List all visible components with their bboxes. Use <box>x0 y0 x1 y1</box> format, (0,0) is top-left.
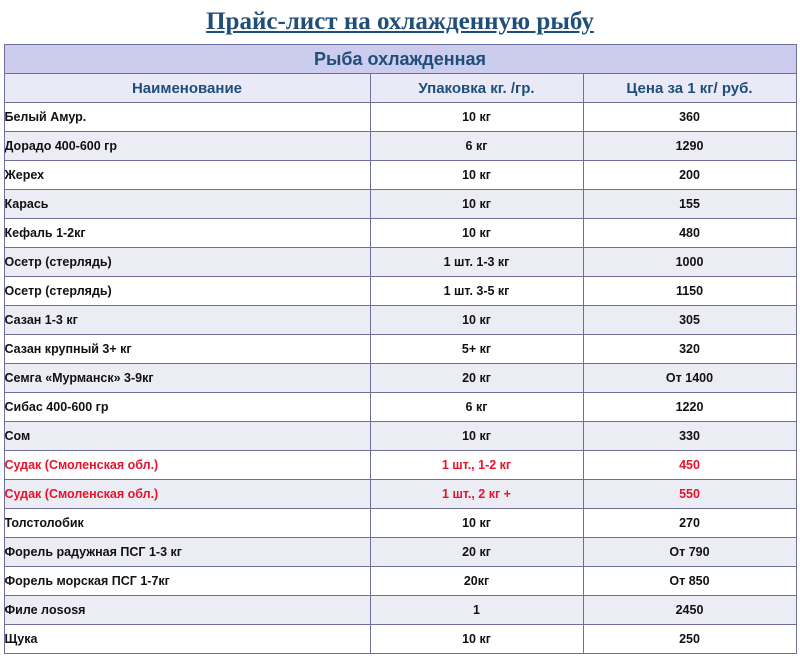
cell-name: Сазан 1-3 кг <box>4 306 370 335</box>
table-row <box>4 190 796 219</box>
cell-price: 250 <box>583 625 796 654</box>
cell-price: 450 <box>583 451 796 480</box>
table-row <box>4 161 796 190</box>
cell-name: Филе лososя <box>4 596 370 625</box>
table-row <box>4 422 796 451</box>
table-row <box>4 596 796 625</box>
cell-name: Судак (Смоленская обл.) <box>4 480 370 509</box>
cell-pack: 10 кг <box>370 190 583 219</box>
cell-name: Жерех <box>4 161 370 190</box>
cell-name: Белый Амур. <box>4 103 370 132</box>
column-header-pack: Упаковка кг. /гр. <box>370 74 583 103</box>
cell-price: 1220 <box>583 393 796 422</box>
cell-pack: 1 <box>370 596 583 625</box>
table-row <box>4 393 796 422</box>
table-row <box>4 335 796 364</box>
table-row <box>4 277 796 306</box>
cell-pack: 1 шт. 3-5 кг <box>370 277 583 306</box>
table-row <box>4 625 796 654</box>
cell-pack: 20 кг <box>370 364 583 393</box>
table-row <box>4 103 796 132</box>
cell-pack: 10 кг <box>370 422 583 451</box>
cell-pack: 10 кг <box>370 509 583 538</box>
table-row <box>4 538 796 567</box>
cell-price: 320 <box>583 335 796 364</box>
cell-name: Сибас 400-600 гр <box>4 393 370 422</box>
cell-pack: 6 кг <box>370 132 583 161</box>
cell-price: 305 <box>583 306 796 335</box>
cell-pack: 10 кг <box>370 306 583 335</box>
table-row <box>4 248 796 277</box>
table-row <box>4 509 796 538</box>
cell-price: 155 <box>583 190 796 219</box>
table-row <box>4 306 796 335</box>
cell-name: Семга «Мурманск» 3-9кг <box>4 364 370 393</box>
cell-name: Осетр (стерлядь) <box>4 248 370 277</box>
table-row <box>4 480 796 509</box>
table-row <box>4 364 796 393</box>
cell-pack: 10 кг <box>370 161 583 190</box>
table-row <box>4 219 796 248</box>
table-banner-row <box>4 45 796 74</box>
cell-price: 2450 <box>583 596 796 625</box>
cell-pack: 1 шт. 1-3 кг <box>370 248 583 277</box>
price-table-body <box>4 45 796 654</box>
table-row <box>4 451 796 480</box>
cell-price: От 850 <box>583 567 796 596</box>
table-header-row <box>4 74 796 103</box>
cell-pack: 10 кг <box>370 103 583 132</box>
cell-price: 480 <box>583 219 796 248</box>
cell-price: От 1400 <box>583 364 796 393</box>
cell-name: Карась <box>4 190 370 219</box>
cell-pack: 20кг <box>370 567 583 596</box>
cell-pack: 6 кг <box>370 393 583 422</box>
cell-name: Осетр (стерлядь) <box>4 277 370 306</box>
cell-name: Сом <box>4 422 370 451</box>
cell-name: Сазан крупный 3+ кг <box>4 335 370 364</box>
column-header-name: Наименование <box>4 74 370 103</box>
cell-price: 1290 <box>583 132 796 161</box>
cell-price: 1000 <box>583 248 796 277</box>
cell-name: Судак (Смоленская обл.) <box>4 451 370 480</box>
cell-name: Щука <box>4 625 370 654</box>
cell-price: 330 <box>583 422 796 451</box>
cell-price: 550 <box>583 480 796 509</box>
price-table <box>4 44 797 654</box>
cell-price: От 790 <box>583 538 796 567</box>
cell-name: Дорадо 400-600 гр <box>4 132 370 161</box>
table-row <box>4 132 796 161</box>
cell-pack: 5+ кг <box>370 335 583 364</box>
cell-price: 360 <box>583 103 796 132</box>
page-title: Прайс-лист на охлажденную рыбу <box>206 8 594 35</box>
cell-name: Форель морская ПСГ 1-7кг <box>4 567 370 596</box>
table-banner: Рыба охлажденная <box>4 45 796 74</box>
cell-name: Толстолобик <box>4 509 370 538</box>
cell-pack: 1 шт., 2 кг + <box>370 480 583 509</box>
column-header-price: Цена за 1 кг/ руб. <box>583 74 796 103</box>
cell-pack: 10 кг <box>370 219 583 248</box>
cell-price: 1150 <box>583 277 796 306</box>
cell-price: 270 <box>583 509 796 538</box>
cell-pack: 20 кг <box>370 538 583 567</box>
cell-price: 200 <box>583 161 796 190</box>
cell-pack: 10 кг <box>370 625 583 654</box>
cell-name: Форель радужная ПСГ 1-3 кг <box>4 538 370 567</box>
cell-name: Кефаль 1-2кг <box>4 219 370 248</box>
cell-pack: 1 шт., 1-2 кг <box>370 451 583 480</box>
table-row <box>4 567 796 596</box>
